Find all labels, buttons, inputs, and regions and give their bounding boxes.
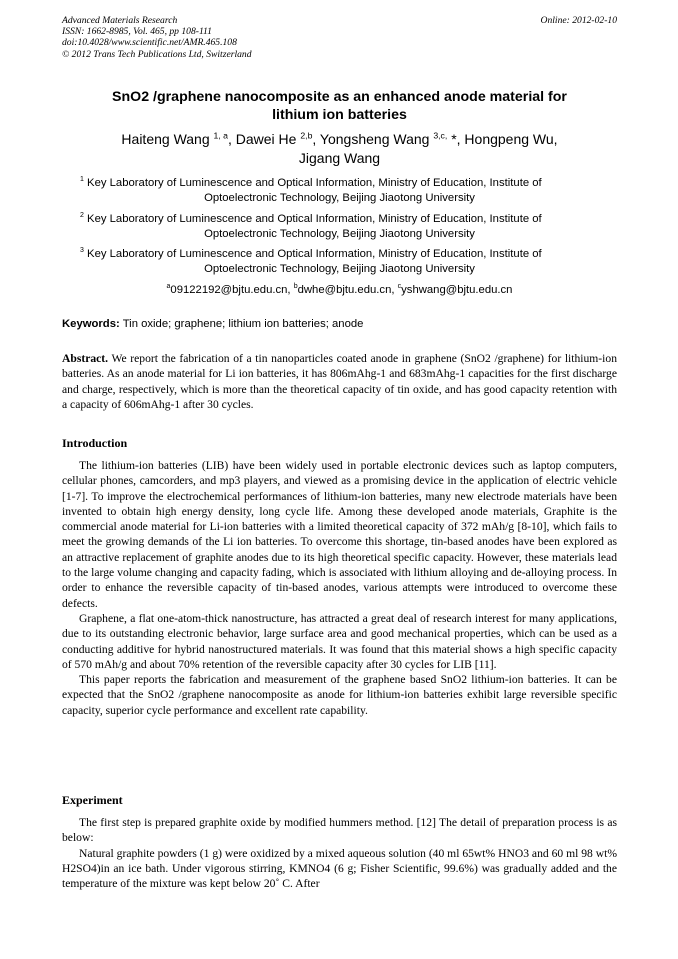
affiliation-line-1: Key Laboratory of Luminescence and Optical Information, Ministry of Education, Institute of	[87, 177, 542, 189]
author-superscript: 3,c,	[433, 130, 448, 141]
author-superscript: 2,b	[300, 130, 313, 141]
email-superscript: c	[397, 283, 402, 291]
keywords-text: Tin oxide; graphene; lithium ion batteries; anode	[119, 318, 364, 330]
abstract-label: Abstract.	[62, 352, 109, 365]
author-emails	[62, 283, 617, 297]
affiliation-1	[62, 176, 617, 205]
email-superscript: b	[293, 283, 298, 291]
introduction-body	[62, 458, 617, 718]
journal-name: Advanced Materials Research	[62, 15, 178, 26]
journal-header	[62, 15, 617, 60]
affiliation-number: 2	[80, 212, 84, 220]
paragraph: Natural graphite powders (1 g) were oxidized by a mixed aqueous solution (40 ml 65wt% HNO3 and 60 ml 98 wt% H2SO4)in an ice bath. Under vigorous stirring, KMNO4 (6 g; Fisher Scientific, 99.6%) was gradually added and the temperature of the mixture was kept below 20˚ C. After	[62, 846, 617, 891]
author-name: , Dawei He	[227, 131, 297, 147]
affiliation-number: 1	[80, 176, 84, 184]
author-name: Jigang Wang	[298, 150, 381, 166]
online-date: Online: 2012-02-10	[540, 15, 617, 26]
affiliation-line-2: Optoelectronic Technology, Beijing Jiaotong University	[204, 191, 475, 204]
paragraph: Graphene, a flat one-atom-thick nanostructure, has attracted a great deal of research interest for many applications, due to its outstanding electronic behavior, large surface area and good mechanical properties, which can be used as a conducting additive for hybrid nanostructured materials. It was found that this material shows a high specific capacity of 570 mAh/g and about 70% retention of the reversible capacity after 30 cycles for LIB [11].	[62, 611, 617, 671]
email-address: yshwang@bjtu.edu.cn	[401, 284, 513, 296]
section-heading-introduction: Introduction	[62, 436, 128, 450]
title-line-1: SnO2 /graphene nanocomposite as an enhanced anode material for	[112, 89, 567, 105]
abstract	[62, 351, 617, 412]
author-list	[62, 130, 617, 168]
doi-line: doi:10.4028/www.scientific.net/AMR.465.108	[62, 37, 237, 49]
affiliation-3	[62, 247, 617, 276]
issn-line: ISSN: 1662-8985, Vol. 465, pp 108-111	[62, 26, 212, 38]
affiliation-line-2: Optoelectronic Technology, Beijing Jiaotong University	[204, 227, 475, 240]
author-name: *, Hongpeng Wu,	[447, 131, 558, 147]
paragraph: The lithium-ion batteries (LIB) have been widely used in portable electronic devices such as laptop computers, cellular phones, camcorders, and mp3 players, and viewed as a promising device in the application of electric vehicle [1-7]. To improve the electrochemical performances of lithium-ion batteries, many new electrode materials have been invented to obtain high energy density, long cycle life. Among these developed anode materials, Graphite is the commercial anode material for Li-ion batteries with a limited theoretical capacity of 372 mAh/g [8-10], which fails to meet the growing demands of the Li ion batteries. To overcome this shortage, tin-based anodes have been explored as an attractive replacement of graphite anodes due to its high theoretical specific capacity. However, these materials lead to the large volume changing and capacity fading, which is associated with lithium alloying and de-alloying process. In order to enhance the reversible capacity of tin-based anodes, various attempts were introduced to overcome these defects.	[62, 459, 617, 610]
affiliation-2	[62, 212, 617, 241]
keywords-label: Keywords:	[62, 318, 120, 330]
title-line-2: lithium ion batteries	[272, 107, 407, 123]
section-heading-experiment: Experiment	[62, 793, 123, 807]
keywords	[62, 317, 617, 331]
affiliation-line-2: Optoelectronic Technology, Beijing Jiaotong University	[204, 262, 475, 275]
author-superscript: 1, a	[213, 130, 228, 141]
author-name: Haiteng Wang	[121, 131, 210, 147]
paper-title	[62, 88, 617, 124]
email-superscript: a	[166, 283, 171, 291]
affiliation-number: 3	[80, 247, 84, 255]
paragraph: The first step is prepared graphite oxide by modified hummers method. [12] The detail of preparation process is as below:	[62, 816, 617, 845]
paragraph: This paper reports the fabrication and measurement of the graphene based SnO2 lithium-ion batteries. It can be expected that the SnO2 /graphene nanocomposite as anode for lithium-ion batteries exhibit large reversible specific capacity, superior cycle performance and excellent rate capability.	[62, 673, 617, 717]
affiliation-line-1: Key Laboratory of Luminescence and Optical Information, Ministry of Education, Institute of	[87, 248, 542, 260]
affiliation-line-1: Key Laboratory of Luminescence and Optical Information, Ministry of Education, Institute of	[87, 213, 542, 225]
author-name: , Yongsheng Wang	[312, 131, 430, 147]
experiment-body	[62, 815, 617, 891]
abstract-text: We report the fabrication of a tin nanoparticles coated anode in graphene (SnO2 /graphene) for lithium-ion batteries. As an anode material for Li ion batteries, it has 806mAhg-1 and 683mAhg-1 capacities for the first discharge and charge, respectively, which is more than the theoretical capacity of tin oxide, and has good capacity retention with a capacity of 606mAhg-1 after 30 cycles.	[62, 352, 617, 411]
email-address: 09122192@bjtu.edu.cn,	[170, 284, 294, 296]
copyright-line: © 2012 Trans Tech Publications Ltd, Switzerland	[62, 48, 252, 60]
email-address: dwhe@bjtu.edu.cn,	[297, 284, 398, 296]
